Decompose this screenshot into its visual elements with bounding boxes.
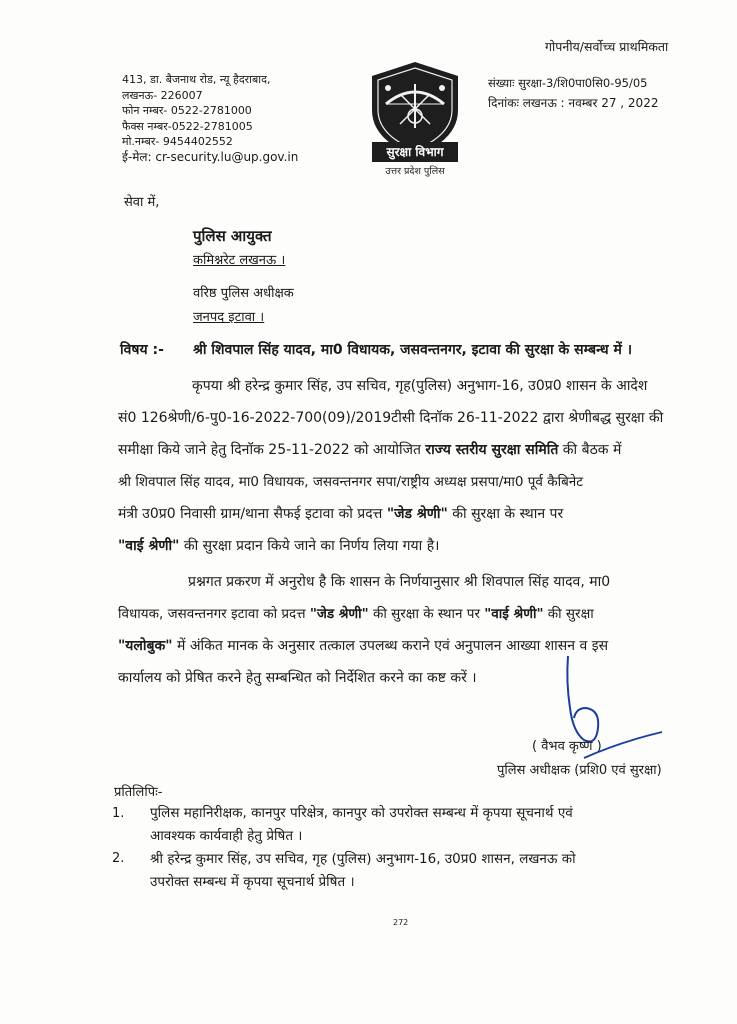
office-address <box>122 72 298 165</box>
yellowbook: "यलोबुक" <box>118 638 173 654</box>
para2-text: की सुरक्षा <box>543 606 594 622</box>
para2-text: में अंकित मानक के अनुसार तत्काल उपलब्ध कराने एवं अनुपालन आख्या शासन व इस <box>172 638 609 654</box>
z-category: "जेड श्रेणी" <box>309 606 369 622</box>
z-category: "जेड श्रेणी" <box>386 506 448 522</box>
address-line: 413, डा. बैजनाथ रोड, न्यू हैदराबाद, <box>122 73 271 86</box>
logo-subtitle: उत्तर प्रदेश पुलिस <box>385 166 445 177</box>
classification-label: गोपनीय/सर्वोच्च प्राथमिकता <box>545 39 669 54</box>
para1-line: कृपया श्री हरेन्द्र कुमार सिंह, उप सचिव, गृह(पुलिस) अनुभाग-16, उ0प्र0 शासन के आदेश <box>192 378 648 394</box>
recipient-2-place <box>193 307 264 325</box>
para2-line: प्रश्नगत प्रकरण में अनुरोध है कि शासन के निर्णयानुसार श्री शिवपाल सिंह यादव, मा0 <box>188 574 611 590</box>
para1-text: की बैठक में <box>558 442 622 458</box>
subject-label: विषय :- <box>120 342 164 358</box>
copy-line: पुलिस महानिरीक्षक, कानपुर परिक्षेत्र, कानपुर को उपरोक्त सम्बन्ध में कृपया सूचनार्थ एवं <box>150 805 573 821</box>
copies-heading: प्रतिलिपिः- <box>114 785 163 800</box>
copy-line: श्री हरेन्द्र कुमार सिंह, उप सचिव, गृह (पुलिस) अनुभाग-16, उ0प्र0 शासन, लखनऊ को <box>150 851 576 867</box>
para1-line: सं0 126श्रेणी/6-पु0-16-2022-700(09)/2019टीसी दिनॉक 26-11-2022 द्वारा श्रेणीबद्ध सुरक्षा की <box>118 410 664 426</box>
para1-line: श्री शिवपाल सिंह यादव, मा0 विधायक, जसवन्तनगर सपा/राष्ट्रीय अध्यक्ष प्रसपा/मा0 पूर्व कैबिनेट <box>118 474 584 490</box>
address-line: फोन नम्बर- 0522-2781000 <box>122 104 252 117</box>
subject-text: श्री शिवपाल सिंह यादव, मा0 विधायक, जसवन्तनगर, इटावा की सुरक्षा के सम्बन्ध में । <box>193 342 633 358</box>
para1-text: की सुरक्षा प्रदान किये जाने का निर्णय लिया गया है। <box>179 538 440 554</box>
recipient-1-title: पुलिस आयुक्त <box>193 227 272 245</box>
para1-text: की सुरक्षा के स्थान पर <box>447 506 564 522</box>
para1-text: समीक्षा किये जाने हेतु दिनॉक 25-11-2022 को आयोजित <box>118 442 426 458</box>
reference-number: संख्याः सुरक्षा-3/शि0पा0सि0-95/05 <box>488 76 648 90</box>
address-line: फैक्स नम्बर-0522-2781005 <box>122 119 253 133</box>
para1-text: मंत्री उ0प्र0 निवासी ग्राम/थाना सैफई इटावा को प्रदत्त <box>118 506 387 522</box>
para1-line <box>118 498 563 530</box>
address-line: मो.नम्बर- 9454402552 <box>122 135 233 148</box>
para1-line <box>118 434 621 466</box>
salutation: सेवा में, <box>124 195 160 210</box>
signatory-name: ( वैभव कृष्ण ) <box>532 739 602 754</box>
security-dept-logo <box>362 58 468 180</box>
logo-title: सुरक्षा विभाग <box>372 142 458 162</box>
para1-line <box>118 530 439 562</box>
para2-line <box>118 630 608 662</box>
address-line: ई-मेल: cr-security.lu@up.gov.in <box>122 149 299 164</box>
page-number: 272 <box>393 918 409 927</box>
copy-line: उपरोक्त सम्बन्ध में कृपया सूचनार्थ प्रेषित । <box>150 874 355 890</box>
recipient-1-place <box>193 250 285 268</box>
signatory-designation: पुलिस अधीक्षक (प्रशि0 एवं सुरक्षा) <box>497 763 662 778</box>
copy-number: 2. <box>112 851 125 866</box>
letter-date: दिनांकः लखनऊ : नवम्बर 27 , 2022 <box>488 96 659 110</box>
para2-text: विधायक, जसवन्तनगर इटावा को प्रदत्त <box>118 606 310 622</box>
y-category: "वाई श्रेणी" <box>118 538 180 554</box>
y-category: "वाई श्रेणी" <box>484 606 544 622</box>
para2-text: की सुरक्षा के स्थान पर <box>368 606 485 622</box>
committee-name: राज्य स्तरीय सुरक्षा समिति <box>425 442 559 458</box>
copy-line: आवश्यक कार्यवाही हेतु प्रेषित । <box>150 828 303 844</box>
copy-number: 1. <box>112 806 125 821</box>
recipient-2-title: वरिष्ठ पुलिस अधीक्षक <box>193 286 294 301</box>
recipient-2-place-text: जनपद इटावा । <box>193 310 265 325</box>
recipient-1-place-text: कमिश्नरेट लखनऊ । <box>193 253 286 268</box>
address-line: लखनऊ- 226007 <box>122 88 203 102</box>
para2-line: कार्यालय को प्रेषित करने हेतु सम्बन्धित को निर्देशित करने का कष्ट करें । <box>118 670 477 686</box>
para2-line <box>118 598 594 630</box>
